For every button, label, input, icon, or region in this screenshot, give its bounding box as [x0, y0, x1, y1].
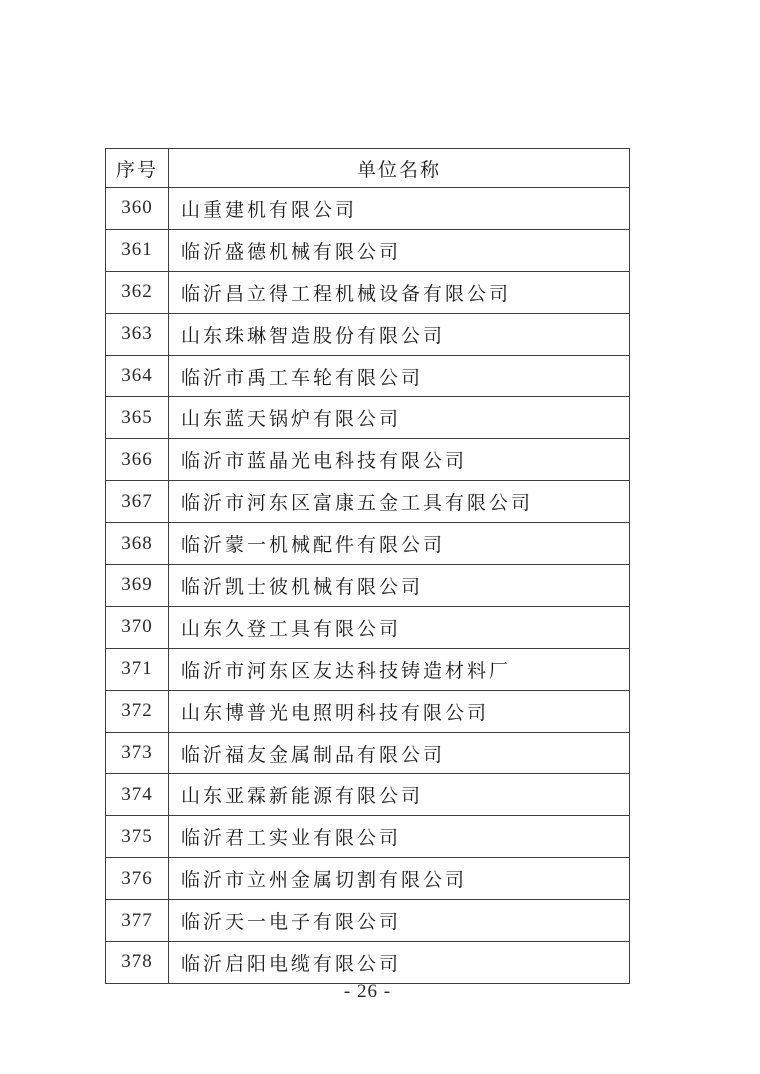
company-name-cell: 临沂市立州金属切割有限公司 [169, 858, 630, 900]
company-name-cell: 临沂市蓝晶光电科技有限公司 [169, 439, 630, 481]
company-name-cell: 临沂市河东区友达科技铸造材料厂 [169, 648, 630, 690]
row-serial-cell: 360 [106, 188, 169, 230]
company-name-cell: 临沂天一电子有限公司 [169, 900, 630, 942]
table-row [106, 690, 630, 732]
table-row [106, 732, 630, 774]
company-name-cell: 山东博普光电照明科技有限公司 [169, 690, 630, 732]
table-body [106, 188, 630, 984]
company-name-cell: 临沂君工实业有限公司 [169, 816, 630, 858]
company-table [105, 148, 630, 984]
row-serial-cell: 372 [106, 690, 169, 732]
table-row [106, 858, 630, 900]
row-serial-cell: 375 [106, 816, 169, 858]
table-row [106, 523, 630, 565]
table-row [106, 229, 630, 271]
company-name-cell: 临沂盛德机械有限公司 [169, 229, 630, 271]
company-name-cell: 山重建机有限公司 [169, 188, 630, 230]
row-serial-cell: 366 [106, 439, 169, 481]
table-row [106, 648, 630, 690]
row-serial-cell: 363 [106, 313, 169, 355]
row-serial-cell: 367 [106, 481, 169, 523]
table-row [106, 271, 630, 313]
row-serial-cell: 377 [106, 900, 169, 942]
company-name-cell: 山东蓝天锅炉有限公司 [169, 397, 630, 439]
company-name-cell: 临沂市禹工车轮有限公司 [169, 355, 630, 397]
table-row [106, 397, 630, 439]
table-row [106, 942, 630, 984]
row-serial-cell: 374 [106, 774, 169, 816]
company-name-cell: 临沂启阳电缆有限公司 [169, 942, 630, 984]
column-header-unit-name: 单位名称 [169, 149, 630, 188]
company-name-cell: 临沂凯士彼机械有限公司 [169, 565, 630, 607]
table-row [106, 900, 630, 942]
row-serial-cell: 369 [106, 565, 169, 607]
table-row [106, 816, 630, 858]
row-serial-cell: 361 [106, 229, 169, 271]
table-header-row [106, 149, 630, 188]
table-row [106, 565, 630, 607]
row-serial-cell: 378 [106, 942, 169, 984]
row-serial-cell: 370 [106, 606, 169, 648]
company-name-cell: 山东久登工具有限公司 [169, 606, 630, 648]
table-row [106, 188, 630, 230]
row-serial-cell: 371 [106, 648, 169, 690]
row-serial-cell: 373 [106, 732, 169, 774]
table-row [106, 481, 630, 523]
company-name-cell: 临沂市河东区富康五金工具有限公司 [169, 481, 630, 523]
row-serial-cell: 376 [106, 858, 169, 900]
table-row [106, 606, 630, 648]
company-name-cell: 山东亚霖新能源有限公司 [169, 774, 630, 816]
company-name-cell: 临沂蒙一机械配件有限公司 [169, 523, 630, 565]
page-number: - 26 - [343, 981, 392, 1002]
table-row [106, 774, 630, 816]
row-serial-cell: 362 [106, 271, 169, 313]
company-name-cell: 临沂昌立得工程机械设备有限公司 [169, 271, 630, 313]
company-name-cell: 山东珠琳智造股份有限公司 [169, 313, 630, 355]
row-serial-cell: 368 [106, 523, 169, 565]
company-name-cell: 临沂福友金属制品有限公司 [169, 732, 630, 774]
table-row [106, 313, 630, 355]
row-serial-cell: 364 [106, 355, 169, 397]
row-serial-cell: 365 [106, 397, 169, 439]
table-row [106, 355, 630, 397]
table-row [106, 439, 630, 481]
column-header-serial: 序号 [106, 149, 169, 188]
